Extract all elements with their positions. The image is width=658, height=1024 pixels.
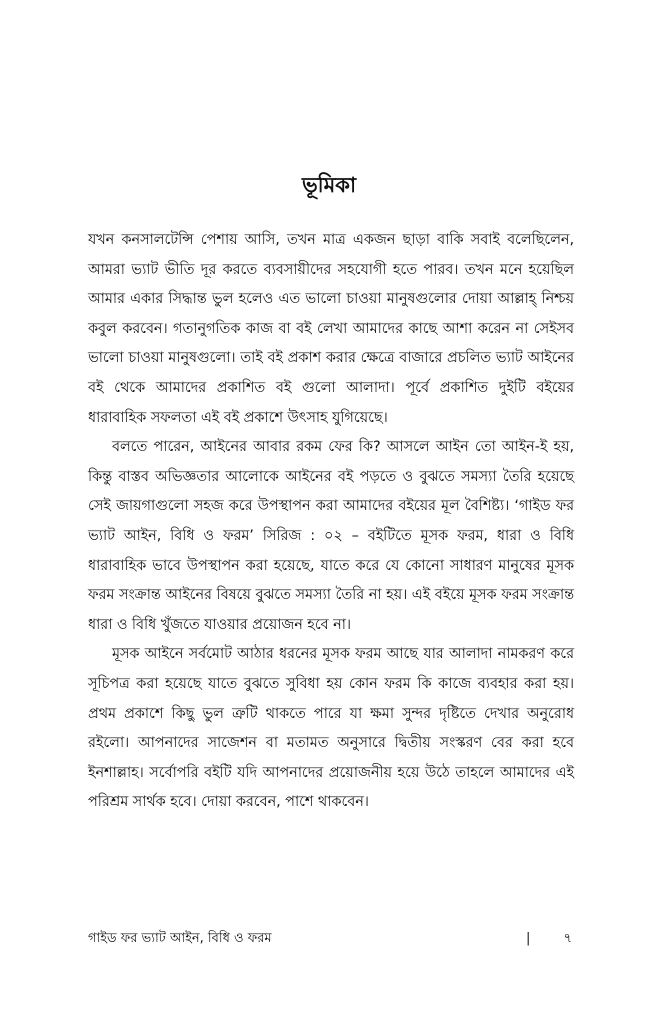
body-text <box>88 226 574 818</box>
page-title: ভূমিকা <box>301 173 357 197</box>
page-number: ৭ <box>563 931 572 946</box>
paragraph-3: মূসক আইনে সর্বমোট আঠার ধরনের মূসক ফরম আছে যার আলাদা নামকরণ করে সূচিপত্র করা হয়েছে যাতে বুঝতে সুবিধা হয় কোন ফরম কি কাজে ব্যবহার করা হয়। প্রথম প্রকাশে কিছু ভুল ত্রুটি থাকতে পারে যা ক্ষমা সুন্দর দৃষ্টিতে দেখার অনুরোধ রইলো। আপনাদের সাজেশন বা মতামত অনুসারে দ্বিতীয় সংস্করণ বের করা হবে ইনশাল্লাহ। সর্বোপরি বইটি যদি আপনাদের প্রয়োজনীয় হয়ে উঠে তাহলে আমাদের এই পরিশ্রম সার্থক হবে। দোয়া করবেন, পাশে থাকবেন। <box>88 646 574 811</box>
paragraph-1: যখন কনসালটেন্সি পেশায় আসি, তখন মাত্র একজন ছাড়া বাকি সবাই বলেছিলেন, আমরা ভ্যাট ভীতি দূর করতে ব্যবসায়ীদের সহযোগী হতে পারব। তখন মনে হয়েছিল আমার একার সিদ্ধান্ত ভুল হলেও এত ভালো চাওয়া মানুষগুলোর দোয়া আল্লাহ্ নিশ্চয় কবুল করবেন। গতানুগতিক কাজ বা বই লেখা আমাদের কাছে আশা করেন না সেইসব ভালো চাওয়া মানুষগুলো। তাই বই প্রকাশ করার ক্ষেত্রে বাজারে প্রচলিত ভ্যাট আইনের বই থেকে আমাদের প্রকাশিত বই গুলো আলাদা। পূর্বে প্রকাশিত দুইটি বইয়ের ধারাবাহিক সফলতা এই বই প্রকাশে উৎসাহ যুগিয়েছে। <box>88 232 574 426</box>
running-footer-title: গাইড ফর ভ্যাট আইন, বিধি ও ফরম <box>88 931 272 946</box>
paragraph-2: বলতে পারেন, আইনের আবার রকম ফের কি? আসলে আইন তো আইন-ই হয়, কিন্তু বাস্তব অভিজ্ঞতার আলোকে আইনের বই পড়তে ও বুঝতে সমস্যা তৈরি হয়েছে সেই জায়গাগুলো সহজ করে উপস্থাপন করা আমাদের বইয়ের মূল বৈশিষ্ট্য। ‘গাইড ফর ভ্যাট আইন, বিধি ও ফরম’ সিরিজ : ০২ – বইটিতে মূসক ফরম, ধারা ও বিধি ধারাবাহিক ভাবে উপস্থাপন করা হয়েছে, যাতে করে যে কোনো সাধারণ মানুষের মূসক ফরম সংক্রান্ত আইনের বিষয়ে বুঝতে সমস্যা তৈরি না হয়। এই বইয়ে মূসক ফরম সংক্রান্ত ধারা ও বিধি খুঁজতে যাওয়ার প্রয়োজন হবে না। <box>88 439 574 633</box>
footer-separator: | <box>526 931 531 946</box>
page-footer <box>88 928 574 950</box>
